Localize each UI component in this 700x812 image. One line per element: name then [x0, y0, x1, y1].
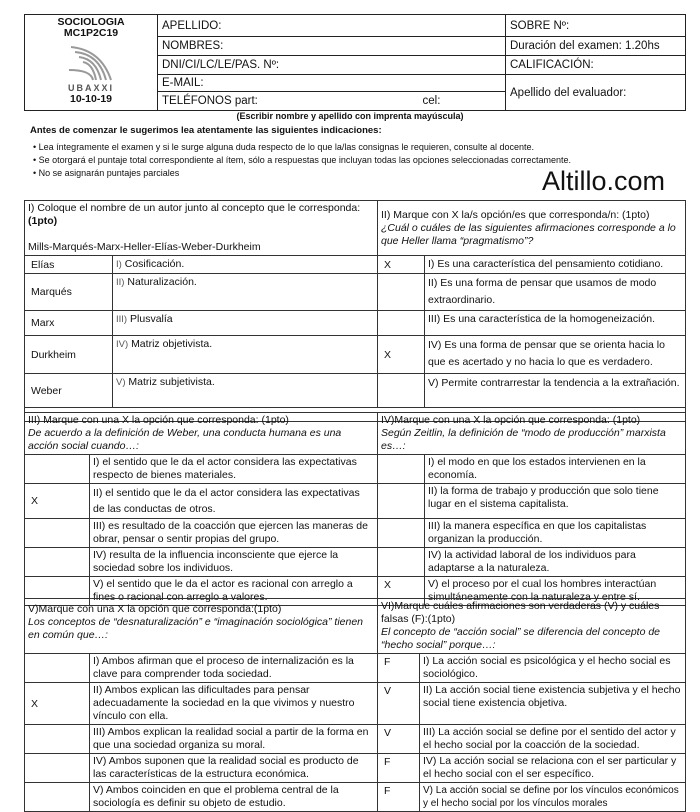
telefonos-field[interactable]	[158, 92, 506, 111]
q1-concept: V) Matriz subjetivista.	[113, 374, 378, 408]
dni-field[interactable]: DNI/CI/LC/LE/PAS. Nº:	[158, 56, 506, 75]
q3-option: III) es resultado de la coacción que ejercen las maneras de obrar, pensar o sentir propias del grupo.	[90, 519, 378, 548]
questions-3-4-table	[24, 412, 686, 606]
q1-answer-input[interactable]: Elías	[25, 256, 113, 274]
q3-mark-box[interactable]	[25, 455, 90, 484]
q3-mark-box[interactable]	[25, 548, 90, 577]
q4-option: III) la manera específica en que los capitalistas organizan la producción.	[425, 519, 686, 548]
q3-option: IV) resulta de la influencia inconsciente que ejerce la sociedad sobre los individuos.	[90, 548, 378, 577]
instruction-item: • Lea íntegramente el examen y si le surge alguna duda respecto de lo que la/las consignas le requieren, consulte al docente.	[33, 142, 534, 152]
q2-header: II) Marque con X la/s opción/es que corresponda/n: (1pto) ¿Cuál o cuáles de las siguientes afirmaciones corresponde a lo que Heller llama “pragmatismo”?	[378, 201, 686, 256]
q4-mark-box[interactable]	[378, 484, 425, 519]
q1-concept: I) Cosificación.	[113, 256, 378, 274]
q5-option: IV) Ambos suponen que la realidad social es producto de las características de la estructura económica.	[90, 754, 378, 783]
author-list: Mills-Marqués-Marx-Heller-Elías-Weber-Durkheim	[28, 241, 261, 253]
instruction-item: • No se asignarán puntajes parciales	[33, 168, 180, 178]
q5-mark-box[interactable]	[25, 754, 90, 783]
q2-mark-box[interactable]: X	[378, 256, 425, 274]
q5-option: I) Ambos afirman que el proceso de internalización es la clave para comprender toda sociedad.	[90, 654, 378, 683]
q3-header: III) Marque con una X la opción que corresponda: (1pto) De acuerdo a la definición de Weber, una conducta humana es una acción social cuando…:	[25, 413, 378, 455]
sobre-field: SOBRE Nº:	[506, 15, 686, 37]
q5-mark-box[interactable]	[25, 654, 90, 683]
logo-text: UBAXXI	[67, 83, 114, 93]
q6-answer-box[interactable]: V	[378, 683, 420, 725]
telefonos-label: TELÉFONOS part:	[162, 95, 258, 107]
calificacion-field: CALIFICACIÓN:	[506, 56, 686, 75]
q2-mark-box[interactable]	[378, 311, 425, 336]
q2-option: III) Es una característica de la homogeneización.	[425, 311, 686, 336]
q6-answer-box[interactable]: F	[378, 654, 420, 683]
instructions-list	[33, 141, 571, 180]
q5-option: V) Ambos coinciden en que el problema central de la sociología es definir su objeto de estudio.	[90, 783, 378, 812]
q6-header: VI)Marque cuáles afirmaciones son verdaderas (V) y cuáles falsas (F):(1pto) El concepto de “acción social” se diferencia del concepto de “hecho social” porque…:	[378, 599, 686, 654]
q5-option: III) Ambos explican la realidad social a partir de la forma en que una sociedad organiza su moral.	[90, 725, 378, 754]
nombres-field[interactable]: NOMBRES:	[158, 37, 506, 56]
q4-option: II) la forma de trabajo y producción que solo tiene lugar en el sistema capitalista.	[425, 484, 686, 519]
q2-mark-box[interactable]	[378, 374, 425, 408]
q1-concept: IV) Matriz objetivista.	[113, 336, 378, 374]
q6-answer-box[interactable]: F	[378, 783, 420, 812]
q4-option: IV) la actividad laboral de los individuos para adaptarse a la naturaleza.	[425, 548, 686, 577]
q4-mark-box[interactable]: X	[378, 577, 425, 606]
q6-answer-box[interactable]: V	[378, 725, 420, 754]
q3-mark-box[interactable]: X	[25, 484, 90, 519]
course-code: MC1P2C19	[63, 27, 119, 39]
q4-option: V) el proceso por el cual los hombres interactúan simultáneamente con la naturaleza y entre sí.	[425, 577, 686, 606]
q5-header: V)Marque con una X la opción que corresponda:(1pto) Los conceptos de “desnaturalización” e “imaginación sociológica” tienen en común que…:	[25, 599, 378, 654]
q1-concept: III) Plusvalía	[113, 311, 378, 336]
q6-option: IV) La acción social se relaciona con el ser particular y el hecho social con el ser específico.	[420, 754, 686, 783]
q6-answer-box[interactable]: F	[378, 754, 420, 783]
exam-duration: Duración del examen: 1.20hs	[506, 37, 686, 56]
q6-option: II) La acción social tiene existencia subjetiva y el hecho social tiene existencia objetiva.	[420, 683, 686, 725]
q5-mark-box[interactable]: X	[25, 683, 90, 725]
q3-option: I) el sentido que le da el actor considera las expectativas respecto de bienes materiales.	[90, 455, 378, 484]
q5-mark-box[interactable]	[25, 725, 90, 754]
q2-option: I) Es una característica del pensamiento cotidiano.	[425, 256, 686, 274]
q1-answer-input[interactable]: Durkheim	[25, 336, 113, 374]
q6-option: I) La acción social es psicológica y el hecho social es sociológico.	[420, 654, 686, 683]
questions-1-2-table	[24, 200, 686, 422]
apellido-field[interactable]: APELLIDO:	[158, 15, 506, 37]
q1-answer-input[interactable]: Marx	[25, 311, 113, 336]
q3-mark-box[interactable]	[25, 519, 90, 548]
q1-answer-input[interactable]: Marqués	[25, 274, 113, 311]
ubaxxi-logo-icon	[61, 42, 121, 82]
q1-concept: II) Naturalización.	[113, 274, 378, 311]
q1-header: I) Coloque el nombre de un autor junto al concepto que le corresponda:(1pto) Mills-Marqués-Marx-Heller-Elías-Weber-Durkheim	[25, 201, 378, 256]
email-field[interactable]: E-MAIL:	[158, 75, 506, 92]
q4-mark-box[interactable]	[378, 548, 425, 577]
course-name: SOCIOLOGIA	[57, 16, 125, 28]
q2-mark-box[interactable]: X	[378, 336, 425, 374]
instructions-intro: Antes de comenzar le sugerimos lea atentamente las siguientes indicaciones:	[30, 125, 382, 136]
exam-date: 10-10-19	[69, 93, 113, 105]
instruction-item: • Se otorgará el puntaje total correspondiente al ítem, sólo a respuestas que incluyan todas las opciones seleccionadas correctamente.	[33, 155, 571, 165]
q5-mark-box[interactable]	[25, 783, 90, 812]
q1-answer-input[interactable]: Weber	[25, 374, 113, 408]
q3-option: V) el sentido que le da el actor es racional con arreglo a fines o racional con arreglo a valores.	[90, 577, 378, 606]
course-block	[25, 15, 158, 111]
q4-header: IV)Marque con una X la opción que corresponda: (1pto) Según Zeitlin, la definición de “modo de producción” marxista es…:	[378, 413, 686, 455]
q4-mark-box[interactable]	[378, 455, 425, 484]
q4-option: I) el modo en que los estados intervienen en la economía.	[425, 455, 686, 484]
q3-option: II) el sentido que le da el actor considera las expectativas de las conductas de otros.	[90, 484, 378, 519]
cel-label: cel:	[422, 95, 441, 107]
student-info-table	[24, 14, 686, 111]
q2-mark-box[interactable]	[378, 274, 425, 311]
watermark: Altillo.com	[542, 166, 666, 196]
q2-option: V) Permite contrarrestar la tendencia a la extrañación.	[425, 374, 686, 408]
q4-mark-box[interactable]	[378, 519, 425, 548]
q5-option: II) Ambos explican las dificultades para pensar adecuadamente la sociedad en la que vivimos y nuestro vínculo con ella.	[90, 683, 378, 725]
q2-option: II) Es una forma de pensar que usamos de modo extraordinario.	[425, 274, 686, 311]
name-instruction: (Escribir nombre y apellido con imprenta mayúscula)	[236, 111, 464, 121]
q2-option: IV) Es una forma de pensar que se orienta hacia lo que es acertado y no hacia lo que es verdadero.	[425, 336, 686, 374]
questions-5-6-table	[24, 598, 686, 812]
q6-option: III) La acción social se define por el sentido del actor y el hecho social por la coacción de la sociedad.	[420, 725, 686, 754]
q6-option: V) La acción social se define por los vínculos económicos y el hecho social por los vínculos morales	[420, 783, 686, 812]
evaluador-field: Apellido del evaluador:	[506, 75, 686, 111]
